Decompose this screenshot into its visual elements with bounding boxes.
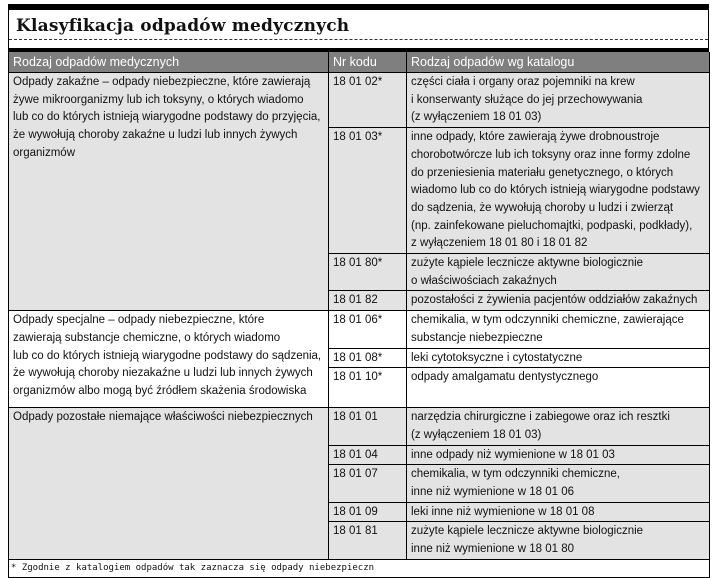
column-header-catalog-type: Rodzaj odpadów wg katalogu <box>407 52 710 73</box>
waste-description <box>407 445 710 465</box>
description-text-line: o właściwościach zakaźnych <box>411 274 557 287</box>
waste-code: 18 01 80* <box>329 254 407 291</box>
description-text-line: wiadomo lub co do których istnieją wiarygodne podstawy <box>411 184 700 197</box>
description-text-line: (z wyłączeniem 18 01 03) <box>411 428 542 441</box>
waste-description <box>407 408 710 445</box>
waste-code: 18 01 82 <box>329 291 407 311</box>
category-text-line: organizmów <box>13 146 75 159</box>
waste-code: 18 01 09 <box>329 502 407 522</box>
waste-code: 18 01 03* <box>329 128 407 254</box>
footnote-row <box>9 559 710 577</box>
description-text-line: pozostałości z żywienia pacjentów oddziałów zakaźnych <box>411 294 698 307</box>
description-text-line: narzędzia chirurgiczne i zabiegowe oraz ich resztki <box>411 411 670 424</box>
waste-description <box>407 502 710 522</box>
category-text-line: Odpady pozostałe niemające właściwości niebezpiecznych <box>13 411 313 424</box>
waste-code: 18 01 02* <box>329 73 407 128</box>
description-text-line: inne niż wymienione w 18 01 06 <box>411 486 575 499</box>
waste-code: 18 01 06* <box>329 311 407 348</box>
description-text-line: chemikalia, w tym odczynniki chemiczne, zawierające <box>411 314 684 327</box>
waste-description <box>407 465 710 502</box>
description-text-line: odpady amalgamatu dentystycznego <box>411 371 599 384</box>
waste-code: 18 01 81 <box>329 522 407 559</box>
description-text-line: leki cytotoksyczne i cytostatyczne <box>411 351 583 364</box>
description-text-line: zużyte kąpiele lecznicze aktywne biologicznie <box>411 257 644 270</box>
category-text-line: organizmów albo mogą być źródłem skażenia środowiska <box>13 384 307 397</box>
category-text-line: że wywołują choroby niezakaźne u ludzi lub innych żywych <box>13 367 313 380</box>
page-title: Klasyfikacja odpadów medycznych <box>16 16 350 36</box>
description-text-line: inne odpady niż wymienione w 18 01 03 <box>411 448 615 461</box>
category-text-line: Odpady specjalne – odpady niebezpieczne, które <box>13 314 265 327</box>
category-text-line: zawierają substancje chemiczne, o których wiadomo <box>13 331 281 344</box>
description-text-line: (z wyłączeniem 18 01 03) <box>411 111 542 124</box>
waste-description <box>407 128 710 254</box>
description-text-line: substancje niebezpieczne <box>411 331 543 344</box>
column-header-category: Rodzaj odpadów medycznych <box>9 52 329 73</box>
description-text-line: leki inne niż wymienione w 18 01 08 <box>411 505 595 518</box>
table-body <box>9 73 710 560</box>
waste-description <box>407 348 710 368</box>
table-header-row <box>9 52 710 73</box>
table-row <box>9 311 710 348</box>
category-cell <box>9 73 329 311</box>
top-rule <box>8 4 709 10</box>
description-text-line: chorobotwórcze lub ich toksyny oraz inne formy zdolne <box>411 148 691 161</box>
waste-description <box>407 522 710 559</box>
description-text-line: chemikalia, w tym odczynniki chemiczne, <box>411 468 620 481</box>
description-text-line: inne niż wymienione w 18 01 80 <box>411 543 575 556</box>
waste-code: 18 01 10* <box>329 368 407 408</box>
footnote: * Zgodnie z katalogiem odpadów tak zaznacza się odpady niebezpieczn <box>9 559 710 577</box>
description-text-line: do sądzenia, że wywołują choroby u ludzi i zwierząt <box>411 201 674 214</box>
description-text-line: inne odpady, które zawierają żywe drobnoustroje <box>411 131 660 144</box>
description-text-line: z wyłączeniem 18 01 80 i 18 01 82 <box>411 237 588 250</box>
waste-description <box>407 311 710 348</box>
description-text-line: i konserwanty służące do jej przechowywania <box>411 93 643 106</box>
description-text-line: (np. zainfekowane pieluchomajtki, podpaski, podkłady), <box>411 219 693 232</box>
description-text-line: części ciała i organy oraz pojemniki na krew <box>411 76 635 88</box>
table-row <box>9 73 710 128</box>
category-cell <box>9 311 329 408</box>
classification-table <box>8 52 710 578</box>
waste-description <box>407 291 710 311</box>
waste-code: 18 01 07 <box>329 465 407 502</box>
waste-code: 18 01 08* <box>329 348 407 368</box>
category-cell <box>9 408 329 560</box>
category-text-line: żywe mikroorganizmy lub ich toksyny, o których wiadomo <box>13 93 304 106</box>
description-text-line: zużyte kąpiele lecznicze aktywne biologicznie <box>411 525 644 538</box>
category-text-line: lub co do których istnieją wiarygodne podstawy do przyjęcia, <box>13 111 321 124</box>
category-text-line: że wywołują choroby zakaźne u ludzi lub innych żywych <box>13 129 298 142</box>
waste-description <box>407 254 710 291</box>
column-header-code: Nr kodu <box>329 52 407 73</box>
category-text-line: lub co do których istnieją wiarygodne podstawy do sądzenia, <box>13 349 322 362</box>
table-row <box>9 408 710 445</box>
waste-code: 18 01 04 <box>329 445 407 465</box>
dashed-divider <box>9 39 708 40</box>
waste-description <box>407 73 710 128</box>
waste-description <box>407 368 710 408</box>
description-text-line: do przeniesienia materiału genetycznego, o których <box>411 166 674 179</box>
waste-code: 18 01 01 <box>329 408 407 445</box>
category-text-line: Odpady zakaźne – odpady niebezpieczne, które zawierają <box>13 76 311 88</box>
